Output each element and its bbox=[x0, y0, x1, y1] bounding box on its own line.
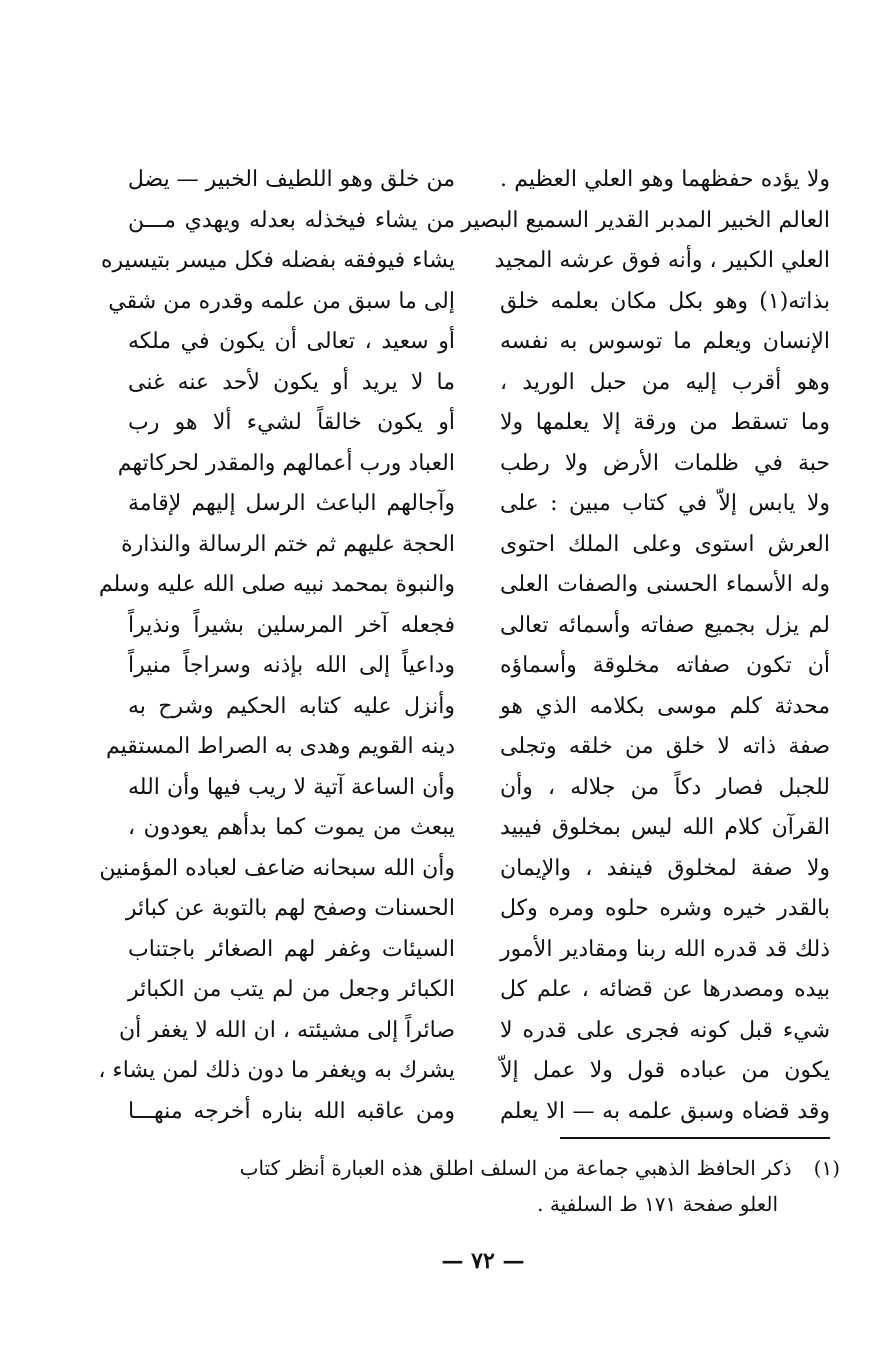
text-line: إلى ما سبق من علمه وقدره من شقي bbox=[108, 288, 455, 314]
text-line: شيء قبل كونه فجرى على قدره لا bbox=[500, 1017, 830, 1043]
text-line: الحسنات وصفح لهم بالتوبة عن كبائر bbox=[125, 896, 455, 921]
text-line: وقد قضاه وسبق علمه به — الا يعلم bbox=[500, 1098, 830, 1124]
text-line: ما لا يريد أو يكون لأحد عنه غنى bbox=[128, 369, 455, 395]
footnote-divider bbox=[560, 1137, 830, 1139]
text-line: وما تسقط من ورقة إلا يعلمها ولا bbox=[500, 410, 830, 435]
text-line: العرش استوى وعلى الملك احتوى bbox=[500, 531, 830, 557]
text-line: ذلك قد قدره الله ربنا ومقادير الأمور bbox=[500, 936, 830, 962]
text-line: للجبل فصار دكاً من جلاله ، وأن bbox=[500, 774, 830, 800]
text-line: وهو أقرب إليه من حبل الوريد ، bbox=[500, 369, 830, 395]
text-line: وله الأسماء الحسنى والصفات العلى bbox=[500, 572, 830, 597]
text-line: بالقدر خيره وشره حلوه ومره وكل bbox=[500, 896, 830, 921]
footnote-text: ذكر الحافظ الذهبي جماعة من السلف اطلق هذه العبارة أنظر كتاب bbox=[239, 1156, 792, 1180]
text-line: السيئات وغفر لهم الصغائر باجتناب bbox=[128, 936, 455, 962]
text-line: بيده ومصدرها عن قضائه ، علم كل bbox=[500, 977, 830, 1002]
text-line: العالم الخبير المدبر القدير السميع البصير bbox=[461, 207, 830, 233]
page-number: — ٧٢ — bbox=[441, 1248, 525, 1274]
text-line: وداعياً إلى الله بإذنه وسراجاً منيراً bbox=[128, 653, 455, 678]
footnote-marker: (١) bbox=[813, 1156, 840, 1180]
text-line: لم يزل بجميع صفاته وأسمائه تعالى bbox=[500, 612, 830, 638]
text-line: وآجالهم الباعث الرسل إليهم لإقامة bbox=[128, 491, 455, 516]
text-line: محدثة كلم موسى بكلامه الذي هو bbox=[500, 693, 830, 719]
text-line: والنبوة بمحمد نبيه صلى الله عليه وسلم bbox=[98, 572, 455, 597]
text-line: أو سعيد ، تعالى أن يكون في ملكه bbox=[128, 329, 455, 354]
text-line: العلي الكبير ، وأنه فوق عرشه المجيد bbox=[494, 248, 830, 273]
text-line: الإنسان ويعلم ما توسوس به نفسه bbox=[500, 329, 830, 354]
text-line: ولا يؤده حفظهما وهو العلي العظيم . bbox=[500, 167, 830, 192]
text-line: أو يكون خالقاً لشيء ألا هو رب bbox=[128, 410, 455, 435]
text-line: ولا صفة لمخلوق فينفد ، والإيمان bbox=[500, 855, 830, 881]
text-line: من يشاء فيخذله بعدله ويهدي مـــن bbox=[128, 207, 455, 233]
text-line: يشاء فيوفقه بفضله فكل ميسر بتيسيره bbox=[101, 248, 455, 273]
text-line: ولا يابس إلاّ في كتاب مبين : على bbox=[500, 491, 830, 516]
text-line: وأن الساعة آتية لا ريب فيها وأن الله bbox=[128, 774, 455, 800]
text-line: وأنزل عليه كتابه الحكيم وشرح به bbox=[128, 693, 455, 719]
text-line: يبعث من يموت كما بدأهم يعودون ، bbox=[128, 815, 455, 840]
text-line: من خلق وهو اللطيف الخبير — يضل bbox=[127, 167, 455, 192]
text-line: حبة في ظلمات الأرض ولا رطب bbox=[500, 450, 830, 476]
text-line: صائراً إلى مشيئته ، ان الله لا يغفر أن bbox=[118, 1017, 455, 1043]
text-line: الكبائر وجعل من لم يتب من الكبائر bbox=[128, 977, 455, 1002]
text-line: القرآن كلام الله ليس بمخلوق فيبيد bbox=[500, 815, 830, 840]
text-line: دينه القويم وهدى به الصراط المستقيم bbox=[105, 734, 455, 759]
text-line: يشرك به ويغفر ما دون ذلك لمن يشاء ، bbox=[98, 1058, 455, 1083]
footnote-line: العلو صفحة ١٧١ ط السلفية . bbox=[537, 1192, 778, 1216]
text-line: ومن عاقبه الله بناره أخرجه منهـــا bbox=[128, 1098, 455, 1124]
footnote-line bbox=[150, 1150, 840, 1186]
text-line: أن تكون صفاته مخلوقة وأسماؤه bbox=[500, 653, 830, 678]
text-line: العباد ورب أعمالهم والمقدر لحركاتهم bbox=[117, 450, 455, 476]
text-line: الحجة عليهم ثم ختم الرسالة والنذارة bbox=[121, 531, 455, 557]
text-line: وأن الله سبحانه ضاعف لعباده المؤمنين bbox=[99, 855, 455, 881]
left-text-column bbox=[98, 160, 455, 1132]
text-line: بذاته(١) وهو بكل مكان بعلمه خلق bbox=[500, 288, 830, 314]
text-line: صفة ذاته لا خلق من خلقه وتجلى bbox=[500, 734, 830, 759]
footnote bbox=[150, 1150, 840, 1222]
text-line: يكون من عباده قول ولا عمل إلاّ bbox=[500, 1058, 830, 1083]
right-text-column bbox=[461, 160, 830, 1132]
text-line: فجعله آخر المرسلين بشيراً ونذيراً bbox=[128, 612, 455, 638]
